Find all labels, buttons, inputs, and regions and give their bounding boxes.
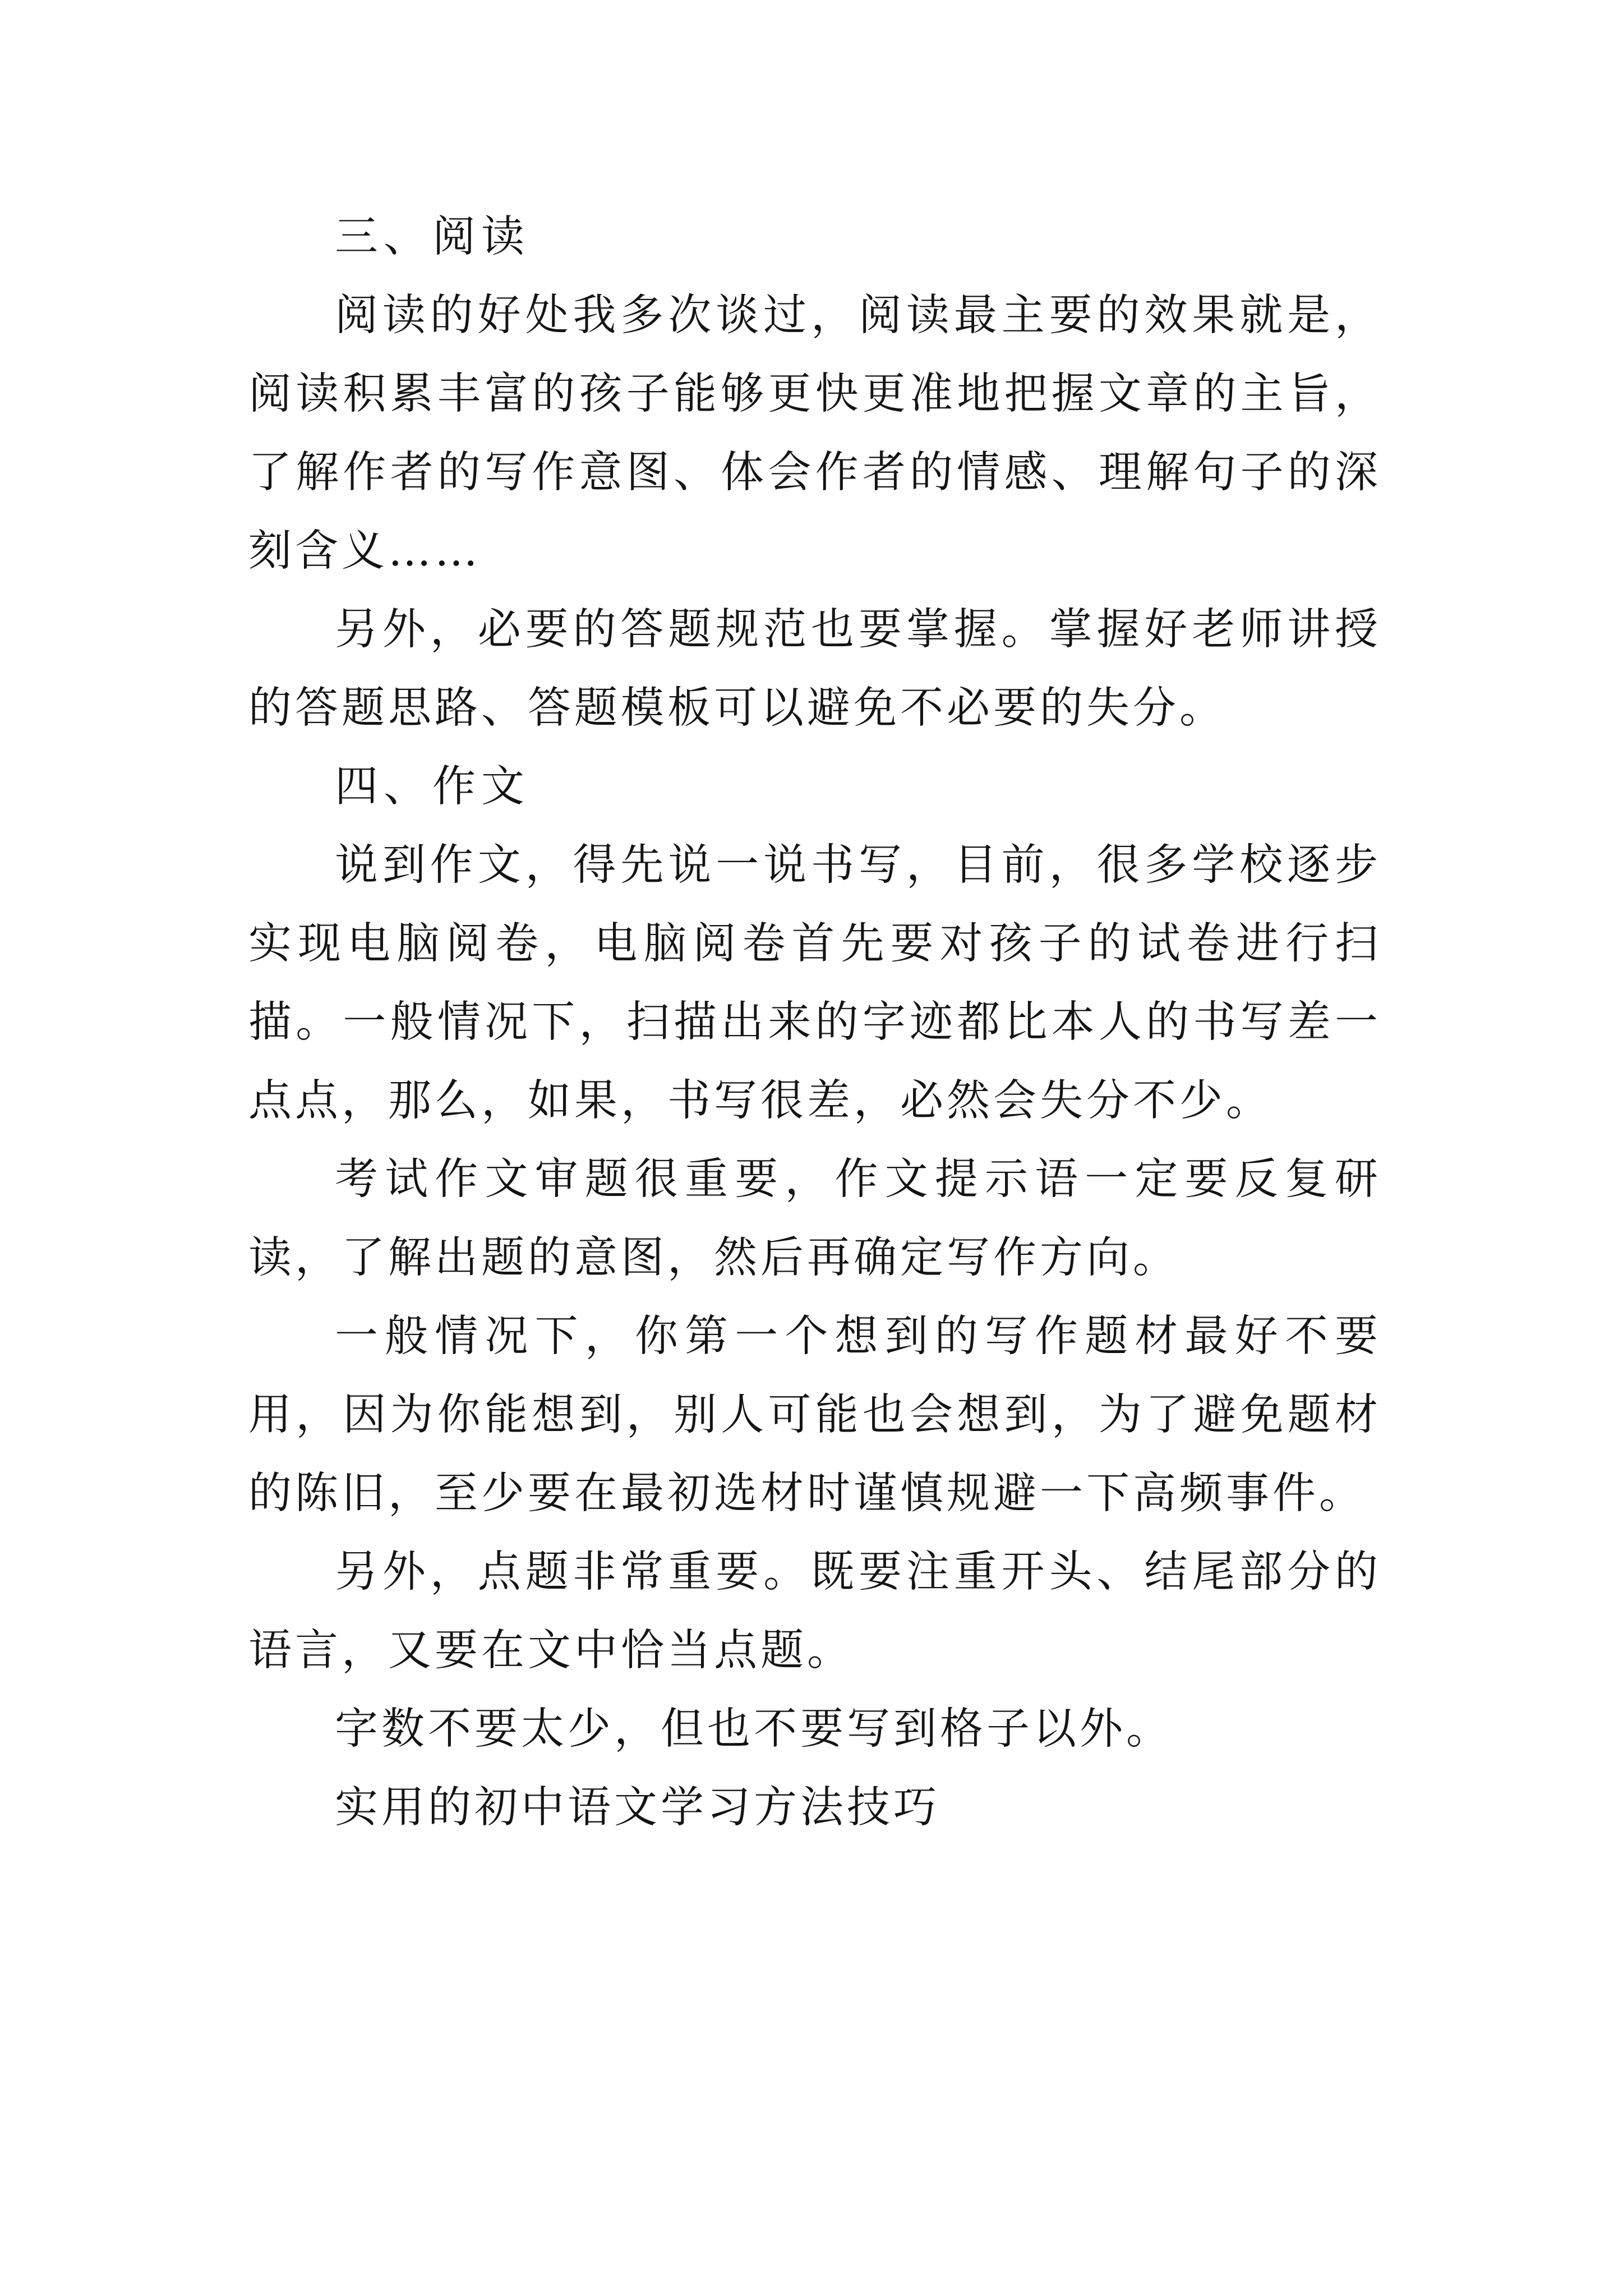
paragraph-closing-title: 实用的初中语文学习方法技巧 — [335, 1783, 940, 1833]
paragraph-answer-norms: 另外，必要的答题规范也要掌握。掌握好老师讲授的答题思路、答题模板可以避免不必要的失分。 — [248, 605, 1381, 733]
paragraph-material-choice: 一般情况下，你第一个想到的写作题材最好不要用，因为你能想到，别人可能也会想到，为了避免题材的陈旧，至少要在最初选材时谨慎规避一下高频事件。 — [248, 1312, 1381, 1519]
section-heading-composition: 四、作文 — [335, 762, 530, 812]
paragraph-reading-benefits: 阅读的好处我多次谈过，阅读最主要的效果就是，阅读积累丰富的孩子能够更快更准地把握文章的主旨，了解作者的写作意图、体会作者的情感、理解句子的深刻含义…… — [248, 291, 1381, 576]
section-heading-reading: 三、阅读 — [335, 212, 530, 262]
document-body — [248, 198, 1381, 1847]
paragraph-topic-review: 考试作文审题很重要，作文提示语一定要反复研读，了解出题的意图，然后再确定写作方向。 — [248, 1154, 1381, 1283]
paragraph-word-count: 字数不要太少，但也不要写到格子以外。 — [335, 1704, 1173, 1754]
paragraph-handwriting: 说到作文，得先说一说书写，目前，很多学校逐步实现电脑阅卷，电脑阅卷首先要对孩子的试卷进行扫描。一般情况下，扫描出来的字迹都比本人的书写差一点点，那么，如果，书写很差，必然会失分不少。 — [248, 840, 1381, 1126]
paragraph-point-topic: 另外，点题非常重要。既要注重开头、结尾部分的语言，又要在文中恰当点题。 — [248, 1547, 1381, 1676]
